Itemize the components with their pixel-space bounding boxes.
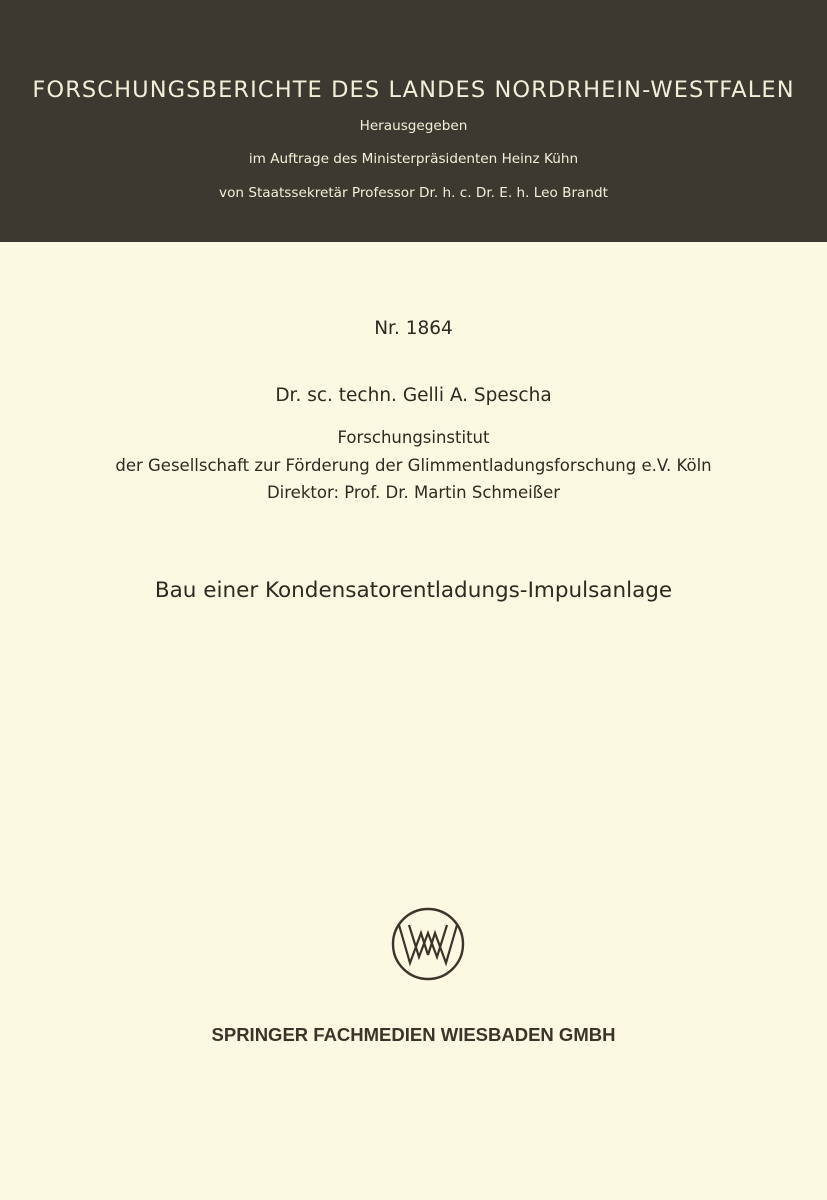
editor-line-2: im Auftrage des Ministerpräsidenten Heinz Kühn (248, 151, 579, 167)
publisher-name: SPRINGER FACHMEDIEN WIESBADEN GMBH (211, 1024, 616, 1045)
report-number: Nr. 1864 (374, 318, 453, 339)
ww-circle-logo-icon (391, 907, 465, 981)
institute-line-1: Forschungsinstitut (337, 428, 490, 447)
series-header-band (0, 0, 827, 242)
series-title: FORSCHUNGSBERICHTE DES LANDES NORDRHEIN-WESTFALEN (32, 77, 795, 103)
author-name: Dr. sc. techn. Gelli A. Spescha (275, 385, 552, 406)
editor-line-3: von Staatssekretär Professor Dr. h. c. Dr. E. h. Leo Brandt (219, 185, 608, 201)
institute-line-2: der Gesellschaft zur Förderung der Glimmentladungsforschung e.V. Köln (115, 456, 712, 475)
book-title: Bau einer Kondensatorentladungs-Impulsanlage (154, 578, 673, 603)
institute-director: Direktor: Prof. Dr. Martin Schmeißer (266, 483, 561, 502)
editor-line-1: Herausgegeben (359, 118, 468, 134)
